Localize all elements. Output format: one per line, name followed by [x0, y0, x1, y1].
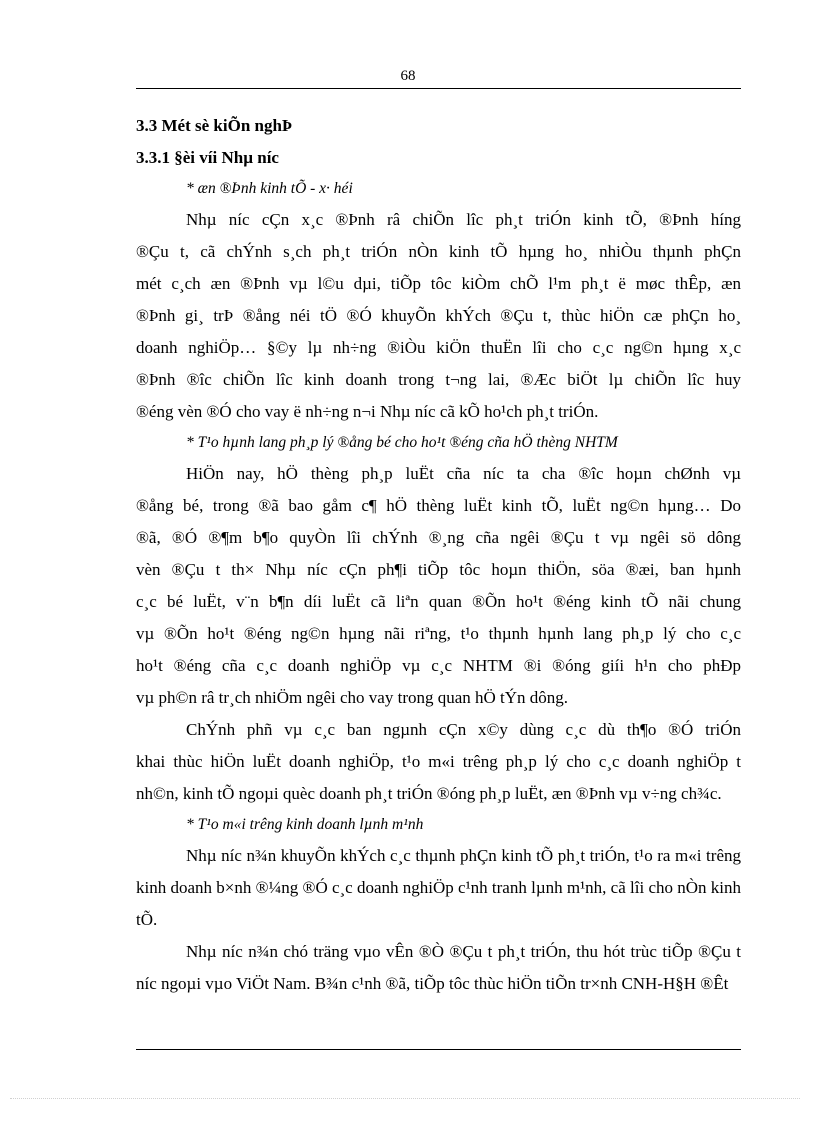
paragraph-line: HiÖn nay, hÖ thèng ph¸p luËt cña níc ta cha ®îc hoµn chØnh vµ	[186, 464, 741, 483]
paragraph-line: ho¹t ®éng cña c¸c doanh nghiÖp vµ c¸c NHTM ®i ®óng giíi h¹n cho phÐp	[136, 656, 741, 675]
page-number: 68	[400, 68, 416, 84]
paragraph-line: c¸c bé luËt, v¨n b¶n díi luËt cã liªn quan ®Õn ho¹t ®éng kinh tÕ nãi chung	[136, 592, 741, 611]
paragraph-line: Nhµ níc cÇn x¸c ®Þnh râ chiÕn lîc ph¸t triÓn kinh tÕ, ®Þnh híng	[186, 210, 741, 229]
italic-subheading: * T¹o hµnh lang ph¸p lý ®ång bé cho ho¹t ®éng cña hÖ thèng NHTM	[186, 434, 618, 451]
paragraph	[136, 204, 741, 428]
paragraph-line: ®Þnh gi¸ trÞ ®ång néi tÖ ®Ó khuyÕn khÝch ®Çu t, thùc hiÖn cæ phÇn ho¸	[136, 306, 741, 325]
paragraph-line: vµ ®Õn ho¹t ®éng ng©n hµng nãi riªng, t¹o thµnh hµnh lang ph¸p lý cho c¸c	[136, 624, 741, 643]
paragraph-line: ChÝnh phñ vµ c¸c ban ngµnh cÇn x©y dùng c¸c dù th¶o ®Ó triÓn	[186, 720, 741, 739]
subsection-heading: 3.3.1 §èi víi Nhµ níc	[136, 148, 279, 167]
paragraph-line: Nhµ níc n¾n chó träng vµo vÊn ®Ò ®Çu t ph¸t triÓn, thu hót trùc tiÕp ®Çu t	[186, 942, 741, 961]
italic-subheading: * æn ®Þnh kinh tÕ - x· héi	[186, 180, 353, 197]
page-edge-dotted-line	[10, 1098, 800, 1099]
paragraph-line: doanh nghiÖp… §©y lµ nh÷ng ®iÒu kiÖn thuËn lîi cho c¸c ng©n hµng x¸c	[136, 338, 741, 357]
paragraph	[136, 936, 741, 1000]
paragraph-line: nh©n, kinh tÕ ngoµi quèc doanh ph¸t triÓn ®óng ph¸p luËt, æn ®Þnh vµ v÷ng ch¾c.	[136, 784, 722, 803]
paragraph	[136, 840, 741, 936]
paragraph-line: kinh doanh b×nh ®¼ng ®Ó c¸c doanh nghiÖp c¹nh tranh lµnh m¹nh, cã lîi cho nÒn kinh	[136, 878, 741, 897]
footer-rule	[136, 1049, 741, 1050]
paragraph-line: vµ ph©n râ tr¸ch nhiÖm ngêi cho vay trong quan hÖ tÝn dông.	[136, 688, 569, 707]
paragraph	[136, 458, 741, 714]
paragraph-line: khai thùc hiÖn luËt doanh nghiÖp, t¹o m«i trêng ph¸p lý cho c¸c doanh nghiÖp t	[136, 752, 741, 771]
paragraph-line: tÕ.	[136, 910, 158, 929]
section-heading: 3.3 Mét sè kiÕn nghÞ	[136, 116, 293, 135]
paragraph-line: ®éng vèn ®Ó cho vay ë nh÷ng n¬i Nhµ níc cã kÕ ho¹ch ph¸t triÓn.	[136, 402, 599, 421]
paragraph-line: ®Þnh ®îc chiÕn lîc kinh doanh trong t¬ng lai, ®Æc biÖt lµ chiÕn lîc huy	[136, 370, 741, 389]
paragraph-line: níc ngoµi vµo ViÖt Nam. B¾n c¹nh ®ã, tiÕp tôc thùc hiÖn tiÕn tr×nh CNH-H§H ®Êt	[136, 974, 729, 993]
paragraph-line: mét c¸ch æn ®Þnh vµ l©u dµi, tiÕp tôc kiÒm chÕ l¹m ph¸t ë møc thÊp, æn	[136, 274, 741, 293]
italic-subheading: * T¹o m«i trêng kinh doanh lµnh m¹nh	[186, 816, 424, 833]
header-rule	[136, 88, 741, 89]
paragraph-line: ®ång bé, trong ®ã bao gåm c¶ hÖ thèng luËt kinh tÕ, luËt ng©n hµng… Do	[136, 496, 741, 515]
paragraph-line: Nhµ níc n¾n khuyÕn khÝch c¸c thµnh phÇn kinh tÕ ph¸t triÓn, t¹o ra m«i trêng	[186, 846, 741, 865]
section-content	[136, 174, 741, 1000]
paragraph-line: vèn ®Çu t th× Nhµ níc cÇn ph¶i tiÕp tôc hoµn thiÖn, söa ®æi, ban hµnh	[136, 560, 741, 579]
paragraph	[136, 714, 741, 810]
document-body	[136, 110, 741, 1000]
paragraph-line: ®ã, ®Ó ®¶m b¶o quyÒn lîi chÝnh ®¸ng cña ngêi ®Çu t vµ ngêi sö dông	[136, 528, 741, 547]
paragraph-line: ®Çu t, cã chÝnh s¸ch ph¸t triÓn nÒn kinh tÕ hµng ho¸ nhiÒu thµnh phÇn	[136, 242, 741, 261]
